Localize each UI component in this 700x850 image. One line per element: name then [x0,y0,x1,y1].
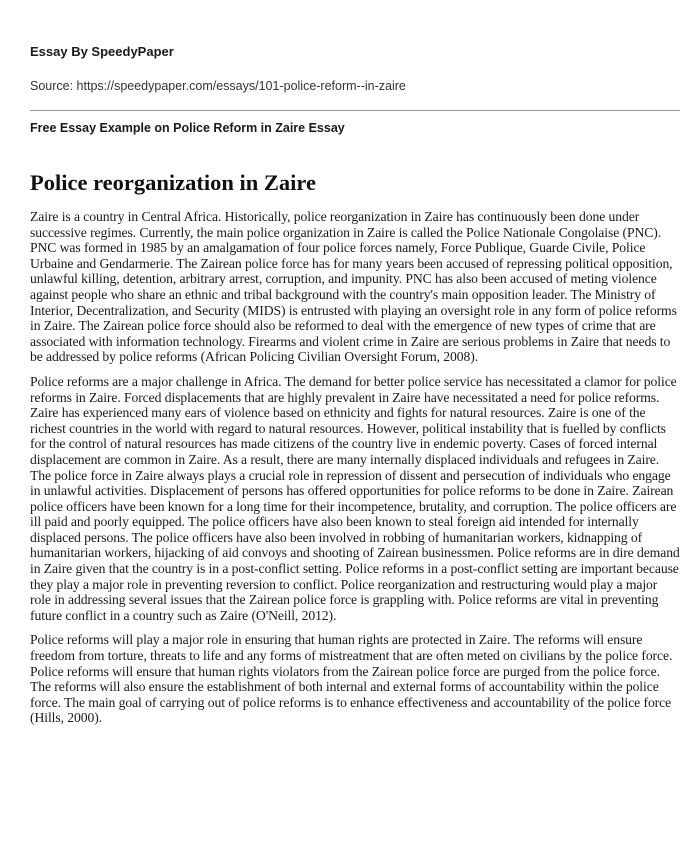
paragraph-1: Zaire is a country in Central Africa. Historically, police reorganization in Zaire has continuously been done under successive regimes. Currently, the main police organization in Zaire is called the Police Nationale Congolaise (PNC). PNC was formed in 1985 by an amalgamation of four police forces namely, Force Publique, Guarde Civile, Police Urbaine and Gendarmerie. The Zairean police force has for many years been accused of repressing political opposition, unlawful killing, detention, arbitrary arrest, corruption, and impunity. PNC has also been accused of meting violence against people who share an ethnic and tribal background with the country's main opposition leader. The Ministry of Interior, Decentralization, and Security (MIDS) is entrusted with playing an oversight role in any form of police reforms in Zaire. The Zairean police force should also be reformed to deal with the emergence of new types of crime that are associated with information technology. Firearms and violent crime in Zaire are serious problems in Zaire that needs to be addressed by police reforms (African Policing Civilian Oversight Forum, 2008). [30,209,677,365]
header-divider [30,110,680,111]
essay-title: Police reorganization in Zaire [30,170,316,195]
paragraph-3: Police reforms will play a major role in ensuring that human rights are protected in Zaire. The reforms will ensure freedom from torture, threats to life and any forms of mistreatment that are often meted on civilians by the police force. Police reforms will ensure that human rights violators from the Zairean police force are purged from the police force. The reforms will also ensure the establishment of both internal and external forms of accountability within the police force. The main goal of carrying out of police reforms is to enhance effectiveness and accountability of the police force (Hills, 2000). [30,632,673,726]
site-brand: Essay By SpeedyPaper [30,44,174,59]
source-link[interactable]: Source: https://speedypaper.com/essays/101-police-reform--in-zaire [30,79,406,93]
paragraph-2: Police reforms are a major challenge in Africa. The demand for better police service has necessitated a clamor for police reforms in Zaire. Forced displacements that are highly prevalent in Zaire have necessitated a need for police reforms. Zaire has experienced many ears of violence based on ethnicity and fights for natural resources. Zaire is one of the richest countries in the world with regard to natural resources. However, political instability that is fuelled by conflicts for the control of natural resources has made citizens of the country live in endemic poverty. Cases of forced internal displacement are common in Zaire. As a result, there are many internally displaced individuals and refugees in Zaire. The police force in Zaire always plays a crucial role in repression of dissent and persecution of individuals who engage in unlawful activities. Displacement of persons has offered opportunities for police reforms to be done in Zaire. Zairean police officers have been known for a long time for their incompetence, brutality, and corruption. The police officers are ill paid and poorly equipped. The police officers have also been known to steal foreign aid intended for internally displaced persons. The police officers have also been involved in robbing of humanitarian workers, kidnapping of humanitarian workers, hijacking of aid convoys and shooting of Zairean businessmen. Police reforms are in dire demand in Zaire given that the country is in a post-conflict setting. Police reforms in a post-conflict setting are important because they play a major role in preventing reversion to conflict. Police reorganization and restructuring would play a major role in addressing several issues that the Zairean police force is grappling with. Police reforms are vital in preventing future conflict in a country such as Zaire (O'Neill, 2012). [30,373,680,623]
essay-subtitle: Free Essay Example on Police Reform in Zaire Essay [30,121,345,135]
essay-body [30,209,680,735]
